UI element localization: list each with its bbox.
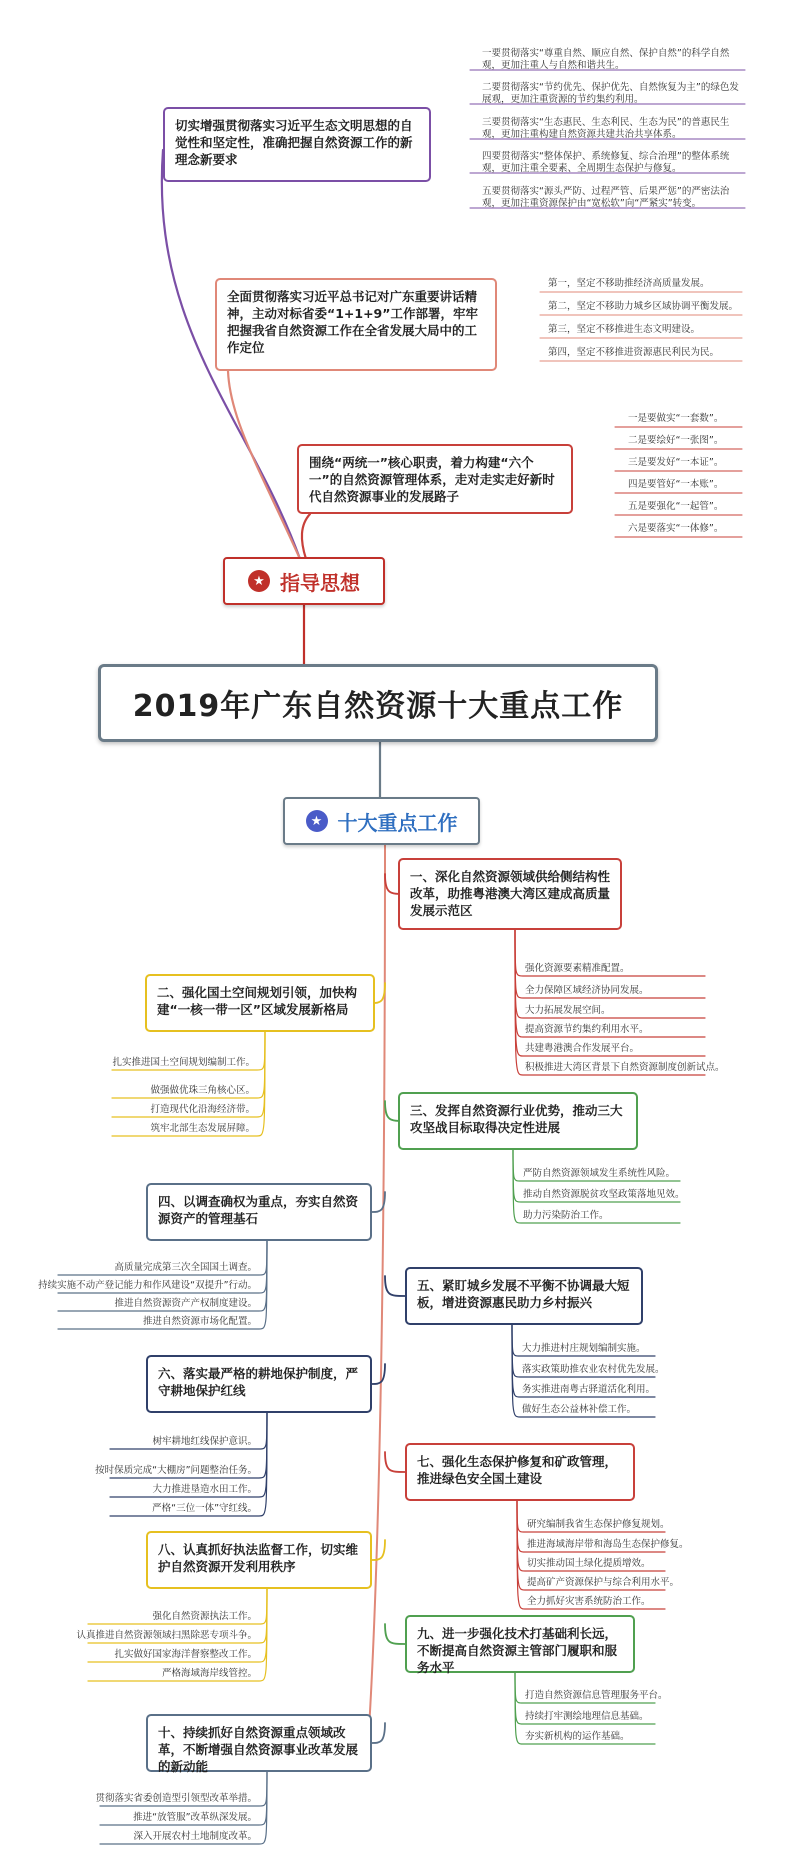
guiding-3-item-1: 一是要做实“一套数”。 — [628, 413, 724, 424]
connector — [497, 292, 540, 325]
guiding-3-item-5: 五是要强化“一起管”。 — [628, 501, 724, 512]
work-8-item-1: 强化自然资源执法工作。 — [152, 1611, 257, 1622]
guiding-branch-1[interactable]: 切实增强贯彻落实习近平生态文明思想的自觉性和坚定性，准确把握自然资源工作的新理念新要求 — [163, 107, 431, 182]
guiding-link-3 — [302, 514, 310, 559]
work-7-item-5: 全力抓好灾害系统防治工作。 — [527, 1596, 651, 1607]
work-6-item-3: 大力推进垦造水田工作。 — [152, 1484, 257, 1495]
guiding-branch-2[interactable]: 全面贯彻落实习近平总书记对广东重要讲话精神，主动对标省委“1+1+9”工作部署，牢牢把握我省自然资源工作在全省发展大局中的工作定位 — [215, 278, 497, 371]
work-5-item-1: 大力推进村庄规划编制实施。 — [522, 1343, 646, 1354]
work-10-item-1: 贯彻落实省委创造型引领型改革举措。 — [95, 1793, 257, 1804]
connector — [431, 139, 470, 145]
work-5-item-2: 落实政策助推农业农村优先发展。 — [522, 1364, 665, 1375]
work-4-item-2: 持续实施不动产登记能力和作风建设“双提升”行动。 — [38, 1280, 257, 1291]
work-5-item-4: 做好生态公益林补偿工作。 — [522, 1404, 637, 1415]
work-box-5[interactable]: 五、紧盯城乡发展不平衡不协调最大短板，增进资源惠民助力乡村振兴 — [405, 1267, 643, 1325]
work-7-item-4: 提高矿产资源保护与综合利用水平。 — [527, 1577, 680, 1588]
connector — [431, 104, 470, 145]
work-1-item-3: 大力拓展发展空间。 — [525, 1005, 611, 1016]
work-2-item-3: 打造现代化沿海经济带。 — [150, 1104, 255, 1115]
guiding-1-item-4: 四要贯彻落实“整体保护、系统修复、综合治理”的整体系统观，更加注重全要素、全周期生态保护与修复。 — [482, 151, 730, 174]
work-8-item-2: 认真推进自然资源领域扫黑除恶专项斗争。 — [76, 1630, 257, 1641]
work-box-1[interactable]: 一、深化自然资源领域供给侧结构性改革，助推粤港澳大湾区建成高质量发展示范区 — [398, 858, 622, 930]
work-9-item-2: 持续打牢测绘地理信息基础。 — [525, 1711, 649, 1722]
work-8-item-4: 严格海域海岸线管控。 — [161, 1668, 257, 1679]
spine-right-link — [385, 1276, 405, 1296]
work-3-item-3: 助力污染防治工作。 — [523, 1210, 609, 1221]
leaf-link — [515, 930, 705, 1037]
guiding-thought-label: 指导思想 — [280, 570, 360, 595]
guiding-1-item-3: 三要贯彻落实“生态惠民、生态利民、生态为民”的普惠民生观，更加注重构建自然资源共建共治共享体系。 — [482, 117, 730, 140]
star-icon: ★ — [248, 570, 270, 592]
work-6-item-2: 按时保质完成“大棚房”问题整治任务。 — [95, 1465, 257, 1476]
key-works-tag[interactable] — [283, 797, 480, 845]
guiding-3-item-4: 四是要管好“一本账”。 — [628, 479, 724, 490]
work-9-item-3: 夯实新机构的运作基础。 — [525, 1731, 630, 1742]
work-1-item-1: 强化资源要素精准配置。 — [525, 963, 630, 974]
key-works-label: 十大重点工作 — [337, 810, 458, 835]
work-box-10[interactable]: 十、持续抓好自然资源重点领域改革，不断增强自然资源事业改革发展的新动能 — [146, 1714, 372, 1772]
work-7-item-1: 研究编制我省生态保护修复规划。 — [527, 1519, 670, 1530]
work-3-item-1: 严防自然资源领域发生系统性风险。 — [523, 1168, 676, 1179]
work-9-item-1: 打造自然资源信息管理服务平台。 — [525, 1690, 668, 1701]
work-2-item-2: 做强做优珠三角核心区。 — [150, 1085, 255, 1096]
work-2-item-4: 筑牢北部生态发展屏障。 — [150, 1123, 255, 1134]
work-4-item-4: 推进自然资源市场化配置。 — [142, 1316, 257, 1327]
work-10-item-2: 推进“放管服”改革纵深发展。 — [133, 1812, 257, 1823]
guiding-1-item-2: 二要贯彻落实“节约优先、保护优先、自然恢复为主”的绿色发展观，更加注重资源的节约集约利用。 — [482, 82, 739, 105]
connector — [573, 427, 615, 480]
guiding-2-item-4: 第四，坚定不移推进资源惠民利民为民。 — [548, 347, 720, 358]
guiding-3-item-6: 六是要落实“一体修”。 — [628, 523, 724, 534]
connector — [573, 480, 615, 537]
work-6-item-4: 严格“三位一体”守红线。 — [152, 1503, 257, 1514]
work-5-item-3: 务实推进南粤古驿道活化利用。 — [522, 1384, 656, 1395]
work-10-item-3: 深入开展农村土地制度改革。 — [133, 1831, 257, 1842]
work-8-item-3: 扎实做好国家海洋督察整改工作。 — [114, 1649, 257, 1660]
main-title: 2019年广东自然资源十大重点工作 — [98, 664, 658, 742]
work-1-item-2: 全力保障区域经济协同发展。 — [525, 985, 649, 996]
guiding-2-item-2: 第二，坚定不移助力城乡区域协调平衡发展。 — [548, 301, 739, 312]
work-box-4[interactable]: 四、以调查确权为重点，夯实自然资源资产的管理基石 — [146, 1183, 372, 1241]
spine-right-link — [385, 1624, 405, 1644]
guiding-1-item-5: 五要贯彻落实“源头严防、过程严管、后果严惩”的严密法治观，更加注重资源保护由“宽松软”向“严紧实”转变。 — [482, 186, 730, 209]
leaf-link — [517, 1501, 665, 1609]
work-3-item-2: 推动自然资源脱贫攻坚政策落地见效。 — [523, 1189, 685, 1200]
work-4-item-3: 推进自然资源资产产权制度建设。 — [114, 1298, 257, 1309]
work-box-6[interactable]: 六、落实最严格的耕地保护制度，严守耕地保护红线 — [146, 1355, 372, 1413]
guiding-branch-3[interactable]: 围绕“两统一”核心职责，着力构建“六个一”的自然资源管理体系，走对走实走好新时代自然资源事业的发展路子 — [297, 444, 573, 514]
connector — [431, 145, 470, 208]
leaf-link — [112, 1032, 265, 1136]
guiding-2-item-3: 第三，坚定不移推进生态文明建设。 — [548, 324, 701, 335]
guiding-3-item-3: 三是要发好“一本证”。 — [628, 457, 724, 468]
connector — [573, 471, 615, 480]
work-1-item-6: 积极推进大湾区背景下自然资源制度创新试点。 — [525, 1062, 725, 1073]
work-box-9[interactable]: 九、进一步强化技术打基础利长远，不断提高自然资源主管部门履职和服务水平 — [405, 1615, 635, 1673]
spine-left-link — [372, 1723, 385, 1743]
guiding-3-item-2: 二是要绘好“一张图”。 — [628, 435, 724, 446]
work-7-item-3: 切实推动国土绿化提质增效。 — [527, 1558, 651, 1569]
work-1-item-4: 提高资源节约集约利用水平。 — [525, 1024, 649, 1035]
guiding-1-item-1: 一要贯彻落实“尊重自然、顺应自然、保护自然”的科学自然观，更加注重人与自然和谐共生。 — [482, 48, 730, 71]
connector — [431, 145, 470, 173]
work-box-3[interactable]: 三、发挥自然资源行业优势，推动三大攻坚战目标取得决定性进展 — [398, 1092, 638, 1150]
connector — [431, 70, 470, 145]
work-1-item-5: 共建粤港澳合作发展平台。 — [525, 1043, 640, 1054]
work-box-8[interactable]: 八、认真抓好执法监督工作，切实维护自然资源开发利用秩序 — [146, 1531, 372, 1589]
connector — [573, 480, 615, 493]
work-box-2[interactable]: 二、强化国土空间规划引领，加快构建“一核一带一区”区域发展新格局 — [145, 974, 375, 1032]
work-4-item-1: 高质量完成第三次全国国土调查。 — [114, 1262, 257, 1273]
work-6-item-1: 树牢耕地红线保护意识。 — [152, 1436, 257, 1447]
star-icon: ★ — [306, 810, 328, 832]
spine-right-link — [385, 1452, 405, 1472]
connector — [497, 325, 540, 338]
guiding-thought-tag[interactable] — [223, 557, 385, 605]
spine-left-link — [372, 1364, 385, 1384]
work-2-item-1: 扎实推进国土空间规划编制工作。 — [112, 1057, 255, 1068]
work-box-7[interactable]: 七、强化生态保护修复和矿政管理，推进绿色安全国土建设 — [405, 1443, 635, 1501]
connector — [573, 449, 615, 480]
connector — [573, 480, 615, 515]
work-7-item-2: 推进海域海岸带和海岛生态保护修复。 — [527, 1539, 689, 1550]
connector — [497, 315, 540, 325]
connector — [497, 325, 540, 361]
spine-left-link — [372, 1540, 385, 1560]
guiding-2-item-1: 第一，坚定不移助推经济高质量发展。 — [548, 278, 710, 289]
